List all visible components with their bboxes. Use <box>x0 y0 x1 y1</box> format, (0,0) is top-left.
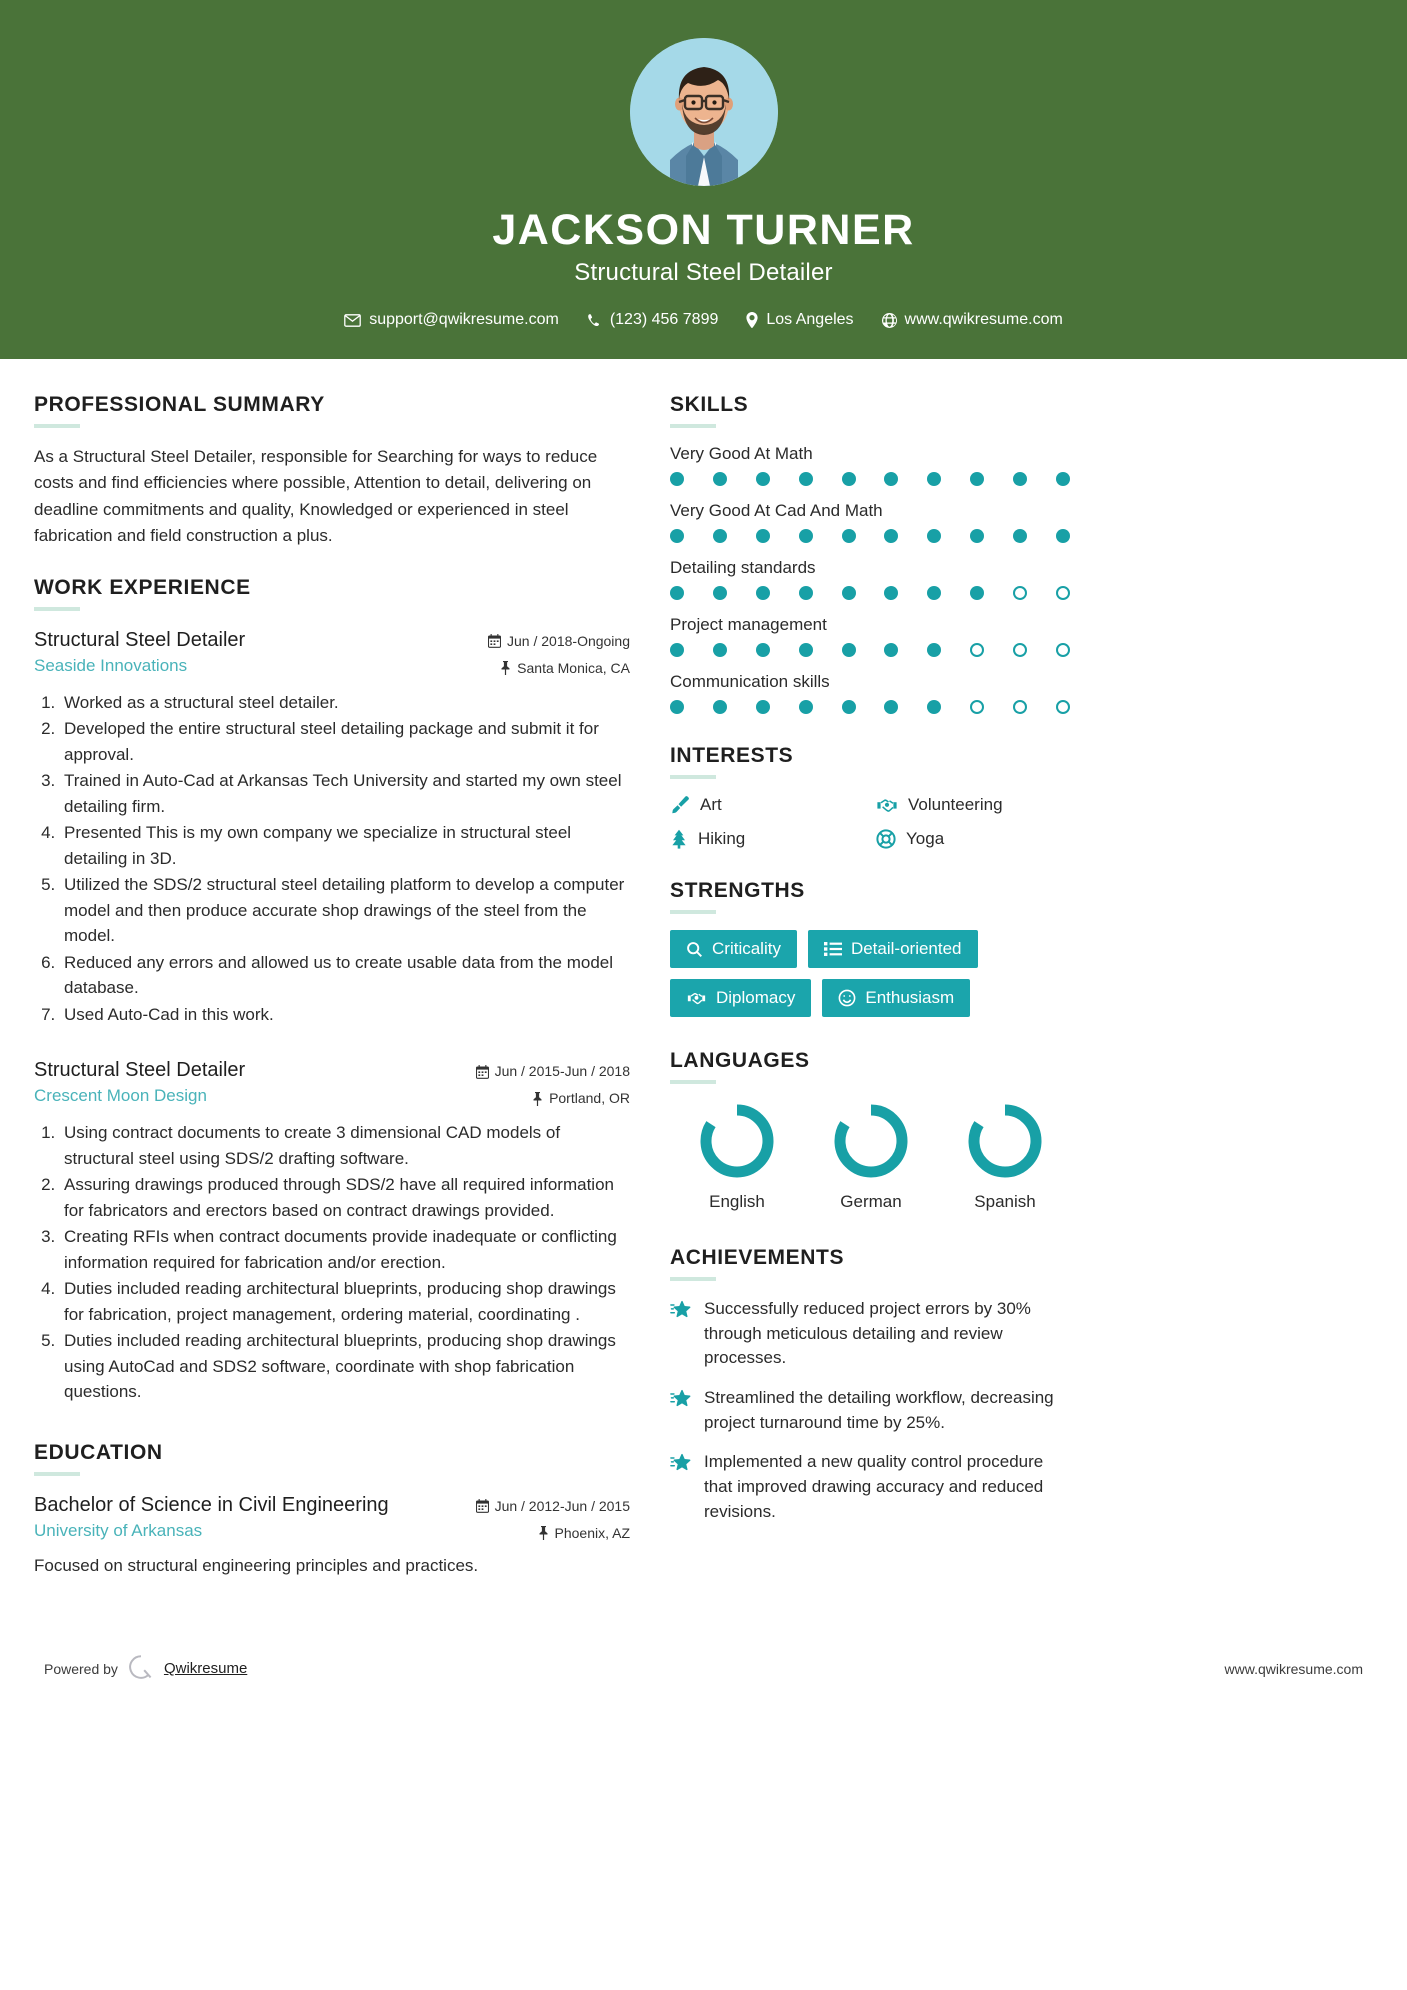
list-item: 2. Assuring drawings produced through SDS/2 have all required information for fabricators and erectors based on contract drawings provided. <box>60 1172 630 1223</box>
skill-item <box>670 615 1074 657</box>
work-entry <box>34 1057 630 1405</box>
skill-dot-empty <box>1013 700 1027 714</box>
skill-dot-filled <box>799 643 813 657</box>
section-heading: WORK EXPERIENCE <box>34 575 251 599</box>
skill-dot-filled <box>927 643 941 657</box>
list-item: 5. Duties included reading architectural blueprints, producing shop drawings using AutoCad and SDS2 software, coordinate with shop fabrication questions. <box>60 1328 630 1405</box>
skill-dot-filled <box>670 472 684 486</box>
section-rule <box>670 1277 716 1281</box>
list-item: 4. Presented This is my own company we specialize in structural steel detailing in 3D. <box>60 820 630 871</box>
language-label: English <box>709 1192 765 1212</box>
interest-item-volunteering <box>876 795 1074 815</box>
section-heading: STRENGTHS <box>670 879 805 903</box>
skill-label: Detailing standards <box>670 558 816 578</box>
contact-location-value: Los Angeles <box>766 311 854 329</box>
strengths-list <box>670 930 1074 1017</box>
education-meta <box>476 1492 630 1544</box>
skill-item <box>670 501 1074 543</box>
skill-rating <box>670 700 1070 714</box>
list-item: 3. Creating RFIs when contract documents provide inadequate or conflicting information required for fabrication and/or erection. <box>60 1224 630 1275</box>
footer-website[interactable]: www.qwikresume.com <box>1224 1660 1363 1677</box>
left-column <box>34 393 630 1604</box>
strength-label: Detail-oriented <box>850 939 962 959</box>
pushpin-icon <box>500 661 511 675</box>
section-professional-summary <box>34 393 630 549</box>
contact-phone[interactable] <box>573 311 733 329</box>
education-location <box>476 1523 630 1544</box>
strength-chip-detail-oriented <box>808 930 978 968</box>
work-entry-header <box>34 1057 630 1109</box>
education-location-value: Phoenix, AZ <box>554 1524 630 1541</box>
contact-website[interactable] <box>868 311 1077 329</box>
lifebuoy-icon <box>876 829 896 849</box>
skill-dot-filled <box>756 643 770 657</box>
work-location-value: Portland, OR <box>549 1090 630 1107</box>
achievement-item <box>670 1297 1074 1371</box>
education-entry <box>34 1492 630 1579</box>
summary-text: As a Structural Steel Detailer, responsible for Searching for ways to reduce costs and find efficiencies where possible, Attention to detail, delivering on deadline commitments and quality, Knowledged or experienced in steel fabrication and field construction a plus. <box>34 447 598 546</box>
avatar <box>630 38 778 186</box>
interest-item-yoga <box>876 829 1074 849</box>
education-dates-value: Jun / 2012-Jun / 2015 <box>494 1497 630 1514</box>
interest-item-hiking <box>670 829 868 849</box>
achievement-text: Implemented a new quality control procedure that improved drawing accuracy and reduced revisions. <box>704 1452 1044 1521</box>
list-item: 1. Using contract documents to create 3 dimensional CAD models of structural steel using SDS/2 drafting software. <box>60 1120 630 1171</box>
list-icon <box>824 941 842 957</box>
section-work-experience <box>34 576 630 1405</box>
skill-dot-filled <box>927 472 941 486</box>
paintbrush-icon <box>670 795 690 815</box>
interest-label: Volunteering <box>908 795 1003 815</box>
skill-dot-filled <box>1056 529 1070 543</box>
skill-dot-filled <box>756 700 770 714</box>
section-interests <box>670 744 1074 849</box>
skill-dot-filled <box>670 529 684 543</box>
calendar-icon <box>488 634 501 648</box>
section-heading: EDUCATION <box>34 1440 163 1464</box>
skill-dot-filled <box>670 643 684 657</box>
language-label: Spanish <box>974 1192 1036 1212</box>
map-pin-icon <box>746 312 758 328</box>
skill-item <box>670 444 1074 486</box>
skill-dot-filled <box>842 472 856 486</box>
skill-dot-filled <box>842 700 856 714</box>
list-item: 5. Utilized the SDS/2 structural steel detailing platform to develop a computer model and then produce accurate shop drawings of the steel from the model. <box>60 872 630 949</box>
section-rule <box>670 1080 716 1084</box>
work-dates-value: Jun / 2018-Ongoing <box>507 632 630 649</box>
pushpin-icon <box>538 1526 549 1540</box>
language-progress-ring <box>830 1100 912 1182</box>
work-bullets <box>34 690 630 1028</box>
list-item: 6. Reduced any errors and allowed us to create usable data from the model database. <box>60 950 630 1001</box>
tree-icon <box>670 829 688 849</box>
work-meta <box>488 627 630 679</box>
phone-icon <box>587 313 602 328</box>
work-entry <box>34 627 630 1028</box>
language-item-german <box>804 1100 938 1212</box>
work-meta <box>476 1057 630 1109</box>
handshake-icon <box>686 989 707 1007</box>
skill-dot-filled <box>1013 472 1027 486</box>
skill-dot-filled <box>799 472 813 486</box>
footer-brand-link[interactable]: Qwikresume <box>163 1660 248 1678</box>
skill-label: Very Good At Math <box>670 444 813 464</box>
skill-label: Project management <box>670 615 827 635</box>
section-rule <box>34 424 80 428</box>
language-label: German <box>840 1192 902 1212</box>
skill-dot-empty <box>1056 586 1070 600</box>
section-strengths <box>670 879 1074 1017</box>
section-achievements <box>670 1246 1074 1524</box>
skill-label: Communication skills <box>670 672 830 692</box>
job-title: Structural Steel Detailer <box>574 259 833 287</box>
resume-header <box>0 0 1407 359</box>
skill-dot-empty <box>970 643 984 657</box>
right-column <box>670 393 1074 1550</box>
list-item: 2. Developed the entire structural steel detailing package and submit it for approval. <box>60 716 630 767</box>
work-location <box>476 1088 630 1109</box>
skill-dot-filled <box>927 700 941 714</box>
work-role: Structural Steel Detailer <box>34 1059 246 1082</box>
skill-dot-filled <box>713 700 727 714</box>
education-school[interactable]: University of Arkansas <box>34 1520 203 1540</box>
achievement-item <box>670 1386 1074 1435</box>
section-education <box>34 1441 630 1579</box>
skill-dot-filled <box>1013 529 1027 543</box>
globe-icon <box>882 313 897 328</box>
pushpin-icon <box>532 1092 543 1106</box>
work-organization[interactable]: Seaside Innovations <box>34 655 188 675</box>
section-rule <box>670 910 716 914</box>
strength-label: Criticality <box>712 939 781 959</box>
qwikresume-logo-icon <box>128 1654 154 1683</box>
education-entry-header <box>34 1492 630 1544</box>
contact-website-value: www.qwikresume.com <box>904 311 1063 329</box>
skill-dot-filled <box>842 586 856 600</box>
work-dates <box>476 1061 630 1082</box>
powered-by-label: Powered by <box>44 1660 118 1677</box>
skill-dot-filled <box>670 586 684 600</box>
skill-dot-filled <box>970 586 984 600</box>
skill-dot-filled <box>799 529 813 543</box>
section-rule <box>34 1472 80 1476</box>
education-degree: Bachelor of Science in Civil Engineering <box>34 1493 389 1516</box>
list-item: 4. Duties included reading architectural blueprints, producing shop drawings for fabrication, project management, ordering material, coordinating . <box>60 1276 630 1327</box>
skill-dot-filled <box>799 586 813 600</box>
strength-chip-enthusiasm <box>822 979 970 1017</box>
interest-label: Art <box>700 795 722 815</box>
work-location <box>488 658 630 679</box>
envelope-icon <box>344 314 361 327</box>
skill-rating <box>670 586 1070 600</box>
interests-list <box>670 795 1074 849</box>
skill-dot-filled <box>970 529 984 543</box>
strength-label: Enthusiasm <box>865 988 955 1008</box>
list-item: 1. Worked as a structural steel detailer. <box>60 690 630 716</box>
contact-email-value: support@qwikresume.com <box>369 311 559 329</box>
skill-dot-filled <box>884 700 898 714</box>
achievement-text: Successfully reduced project errors by 30% through meticulous detailing and review processes. <box>704 1299 1031 1368</box>
list-item: 7. Used Auto-Cad in this work. <box>60 1002 630 1028</box>
calendar-icon <box>476 1499 489 1513</box>
section-heading: INTERESTS <box>670 744 794 768</box>
profile-photo-illustration <box>630 38 778 186</box>
interest-item-art <box>670 795 868 815</box>
skill-dot-filled <box>970 472 984 486</box>
skill-dot-filled <box>884 472 898 486</box>
contact-location <box>732 311 867 329</box>
section-rule <box>670 775 716 779</box>
achievement-item <box>670 1450 1074 1524</box>
achievement-text: Streamlined the detailing workflow, decreasing project turnaround time by 25%. <box>704 1388 1054 1432</box>
section-heading: ACHIEVEMENTS <box>670 1246 845 1270</box>
section-rule <box>34 607 80 611</box>
skill-dot-empty <box>970 700 984 714</box>
strength-label: Diplomacy <box>716 988 796 1008</box>
strength-chip-diplomacy <box>670 979 811 1017</box>
skill-dot-filled <box>884 643 898 657</box>
skill-rating <box>670 529 1070 543</box>
strength-chip-criticality <box>670 930 797 968</box>
skill-dot-filled <box>884 529 898 543</box>
section-rule <box>670 424 716 428</box>
section-skills <box>670 393 1074 714</box>
skill-dot-filled <box>713 472 727 486</box>
handshake-icon <box>876 795 898 815</box>
work-role: Structural Steel Detailer <box>34 628 246 651</box>
section-heading: LANGUAGES <box>670 1049 810 1073</box>
education-description: Focused on structural engineering principles and practices. <box>34 1555 479 1575</box>
star-icon <box>670 1386 692 1415</box>
section-heading: SKILLS <box>670 393 749 417</box>
interest-label: Yoga <box>906 829 945 849</box>
skill-dot-filled <box>927 586 941 600</box>
contact-bar <box>0 311 1407 329</box>
skill-dot-filled <box>713 586 727 600</box>
skill-dot-empty <box>1013 643 1027 657</box>
work-entry-header <box>34 627 630 679</box>
footer-powered-by <box>44 1654 247 1683</box>
skill-dot-filled <box>927 529 941 543</box>
skill-dot-empty <box>1013 586 1027 600</box>
contact-phone-value: (123) 456 7899 <box>609 311 719 329</box>
language-progress-ring <box>964 1100 1046 1182</box>
skill-dot-filled <box>713 529 727 543</box>
work-organization[interactable]: Crescent Moon Design <box>34 1086 207 1106</box>
work-bullets <box>34 1120 630 1405</box>
languages-list <box>670 1100 1074 1212</box>
skill-dot-filled <box>842 643 856 657</box>
skill-dot-filled <box>670 700 684 714</box>
section-languages <box>670 1049 1074 1212</box>
smiley-icon <box>838 989 856 1007</box>
language-item-english <box>670 1100 804 1212</box>
calendar-icon <box>476 1065 489 1079</box>
skill-dot-filled <box>756 529 770 543</box>
skill-dot-filled <box>884 586 898 600</box>
skill-dot-filled <box>799 700 813 714</box>
skill-item <box>670 672 1074 714</box>
resume-footer <box>0 1630 1407 1709</box>
skill-dot-filled <box>756 586 770 600</box>
skill-dot-filled <box>713 643 727 657</box>
language-progress-ring <box>696 1100 778 1182</box>
interest-label: Hiking <box>698 829 746 849</box>
magnifier-icon <box>686 941 703 958</box>
contact-email[interactable] <box>330 311 573 329</box>
resume-body <box>0 359 1407 1604</box>
skill-dot-empty <box>1056 643 1070 657</box>
skill-dot-filled <box>1056 472 1070 486</box>
language-item-spanish <box>938 1100 1072 1212</box>
education-dates <box>476 1496 630 1517</box>
skill-label: Very Good At Cad And Math <box>670 501 883 521</box>
work-dates <box>488 631 630 652</box>
skill-rating <box>670 643 1070 657</box>
skill-dot-filled <box>756 472 770 486</box>
work-dates-value: Jun / 2015-Jun / 2018 <box>494 1063 630 1080</box>
section-heading: PROFESSIONAL SUMMARY <box>34 393 325 417</box>
work-location-value: Santa Monica, CA <box>517 659 630 676</box>
skill-dot-filled <box>842 529 856 543</box>
page-title: JACKSON TURNER <box>492 206 915 254</box>
skill-dot-empty <box>1056 700 1070 714</box>
skill-item <box>670 558 1074 600</box>
list-item: 3. Trained in Auto-Cad at Arkansas Tech University and started my own steel detailing firm. <box>60 768 630 819</box>
skill-rating <box>670 472 1070 486</box>
star-icon <box>670 1450 692 1479</box>
star-icon <box>670 1297 692 1326</box>
